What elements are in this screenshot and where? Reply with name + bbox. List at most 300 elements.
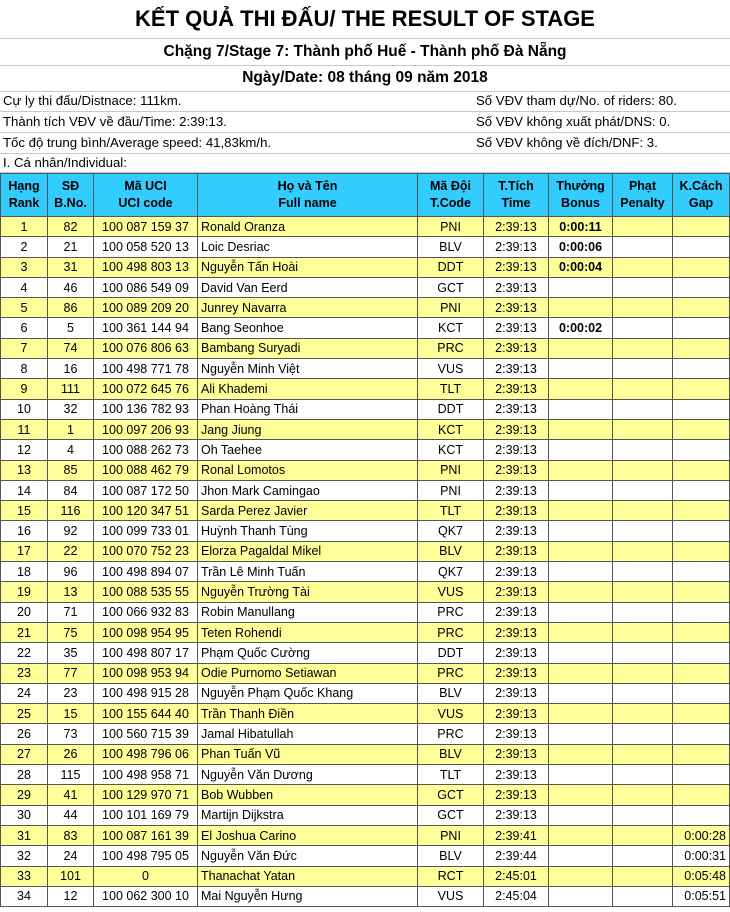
cell-rank: 5 (1, 298, 48, 318)
date-subtitle: Ngày/Date: 08 tháng 09 năm 2018 (0, 65, 730, 92)
cell-gap (673, 440, 730, 460)
cell-penalty (613, 643, 673, 663)
cell-uci-code: 100 498 796 06 (94, 744, 198, 764)
cell-bib: 77 (48, 663, 94, 683)
distance-info: Cự ly thi đấu/Distnace: 111km. (3, 93, 182, 108)
cell-gap (673, 805, 730, 825)
cell-gap (673, 704, 730, 724)
cell-team-code: BLV (418, 541, 484, 561)
cell-rank: 21 (1, 622, 48, 642)
table-row (1, 582, 730, 602)
cell-uci-code: 100 498 915 28 (94, 683, 198, 703)
cell-team-code: KCT (418, 419, 484, 439)
cell-penalty (613, 602, 673, 622)
cell-gap (673, 602, 730, 622)
cell-time: 2:39:13 (484, 724, 549, 744)
cell-gap (673, 582, 730, 602)
cell-team-code: VUS (418, 582, 484, 602)
cell-uci-code: 100 088 262 73 (94, 440, 198, 460)
cell-rank: 11 (1, 419, 48, 439)
cell-bonus: 0:00:04 (549, 257, 613, 277)
cell-full-name: Nguyễn Phạm Quốc Khang (198, 683, 418, 703)
cell-bib: 16 (48, 359, 94, 379)
cell-penalty (613, 217, 673, 237)
cell-full-name: Bambang Suryadi (198, 338, 418, 358)
cell-rank: 24 (1, 683, 48, 703)
cell-full-name: Phạm Quốc Cường (198, 643, 418, 663)
cell-penalty (613, 663, 673, 683)
cell-uci-code: 100 498 894 07 (94, 562, 198, 582)
cell-rank: 19 (1, 582, 48, 602)
cell-bib: 85 (48, 460, 94, 480)
table-row (1, 277, 730, 297)
cell-bib: 71 (48, 602, 94, 622)
cell-gap (673, 663, 730, 683)
cell-full-name: Trần Thanh Điền (198, 704, 418, 724)
cell-gap (673, 399, 730, 419)
header-rank: Hạng Rank (1, 174, 48, 217)
cell-rank: 32 (1, 846, 48, 866)
cell-team-code: KCT (418, 318, 484, 338)
cell-time: 2:39:13 (484, 501, 549, 521)
cell-full-name: Mai Nguyễn Hưng (198, 886, 418, 906)
cell-rank: 28 (1, 765, 48, 785)
cell-penalty (613, 846, 673, 866)
cell-rank: 34 (1, 886, 48, 906)
header-bib: SĐ B.No. (48, 174, 94, 217)
cell-team-code: VUS (418, 359, 484, 379)
cell-bib: 96 (48, 562, 94, 582)
table-row (1, 480, 730, 500)
cell-bonus (549, 277, 613, 297)
cell-full-name: Nguyễn Tấn Hoài (198, 257, 418, 277)
cell-time: 2:39:13 (484, 399, 549, 419)
cell-time: 2:39:13 (484, 765, 549, 785)
cell-time: 2:39:13 (484, 298, 549, 318)
cell-time: 2:39:13 (484, 602, 549, 622)
cell-full-name: Teten Rohendi (198, 622, 418, 642)
cell-bib: 1 (48, 419, 94, 439)
cell-bib: 82 (48, 217, 94, 237)
cell-gap (673, 521, 730, 541)
cell-gap (673, 318, 730, 338)
cell-gap: 0:05:48 (673, 866, 730, 886)
cell-bonus (549, 704, 613, 724)
cell-rank: 4 (1, 277, 48, 297)
cell-full-name: El Joshua Carino (198, 825, 418, 845)
cell-bib: 31 (48, 257, 94, 277)
stage-subtitle: Chặng 7/Stage 7: Thành phố Huế - Thành phố Đà Nẵng (0, 39, 730, 66)
cell-penalty (613, 277, 673, 297)
cell-uci-code: 100 498 803 13 (94, 257, 198, 277)
cell-rank: 30 (1, 805, 48, 825)
cell-penalty (613, 338, 673, 358)
cell-full-name: Huỳnh Thanh Tùng (198, 521, 418, 541)
cell-team-code: PRC (418, 724, 484, 744)
cell-full-name: Nguyễn Văn Đức (198, 846, 418, 866)
cell-bib: 116 (48, 501, 94, 521)
cell-gap (673, 744, 730, 764)
cell-uci-code: 100 087 172 50 (94, 480, 198, 500)
cell-uci-code: 100 062 300 10 (94, 886, 198, 906)
cell-bib: 92 (48, 521, 94, 541)
cell-team-code: GCT (418, 277, 484, 297)
cell-bonus (549, 298, 613, 318)
cell-rank: 3 (1, 257, 48, 277)
cell-gap (673, 379, 730, 399)
cell-time: 2:39:13 (484, 744, 549, 764)
cell-penalty (613, 419, 673, 439)
cell-penalty (613, 765, 673, 785)
cell-full-name: Thanachat Yatan (198, 866, 418, 886)
cell-bib: 111 (48, 379, 94, 399)
cell-time: 2:39:13 (484, 379, 549, 399)
cell-full-name: Bob Wubben (198, 785, 418, 805)
cell-team-code: TLT (418, 501, 484, 521)
cell-full-name: Nguyễn Trường Tài (198, 582, 418, 602)
table-row (1, 785, 730, 805)
cell-bib: 22 (48, 541, 94, 561)
cell-rank: 7 (1, 338, 48, 358)
cell-gap (673, 257, 730, 277)
table-row (1, 298, 730, 318)
cell-rank: 10 (1, 399, 48, 419)
cell-full-name: Nguyễn Minh Việt (198, 359, 418, 379)
header-time: T.Tích Time (484, 174, 549, 217)
cell-gap (673, 765, 730, 785)
cell-bonus (549, 460, 613, 480)
cell-penalty (613, 785, 673, 805)
cell-uci-code: 100 498 795 05 (94, 846, 198, 866)
cell-penalty (613, 886, 673, 906)
table-row (1, 501, 730, 521)
cell-bonus: 0:00:06 (549, 237, 613, 257)
cell-bonus (549, 480, 613, 500)
cell-full-name: Odie Purnomo Setiawan (198, 663, 418, 683)
cell-uci-code: 100 498 807 17 (94, 643, 198, 663)
cell-bonus (549, 562, 613, 582)
cell-team-code: TLT (418, 765, 484, 785)
cell-uci-code: 0 (94, 866, 198, 886)
cell-bonus (549, 825, 613, 845)
header-gap: K.Cách Gap (673, 174, 730, 217)
cell-rank: 16 (1, 521, 48, 541)
table-row (1, 622, 730, 642)
riders-info: Số VĐV tham dự/No. of riders: 80. (476, 93, 677, 108)
results-table (0, 173, 730, 907)
cell-penalty (613, 582, 673, 602)
cell-uci-code: 100 070 752 23 (94, 541, 198, 561)
cell-bonus (549, 541, 613, 561)
header-team-code: Mã Đội T.Code (418, 174, 484, 217)
cell-gap (673, 419, 730, 439)
cell-uci-code: 100 066 932 83 (94, 602, 198, 622)
table-row (1, 805, 730, 825)
cell-time: 2:39:13 (484, 217, 549, 237)
cell-time: 2:45:01 (484, 866, 549, 886)
table-row (1, 562, 730, 582)
cell-team-code: GCT (418, 785, 484, 805)
table-row (1, 886, 730, 906)
cell-penalty (613, 825, 673, 845)
cell-team-code: PNI (418, 480, 484, 500)
cell-bonus (549, 521, 613, 541)
cell-uci-code: 100 097 206 93 (94, 419, 198, 439)
cell-bib: 44 (48, 805, 94, 825)
cell-team-code: KCT (418, 440, 484, 460)
cell-full-name: Ali Khademi (198, 379, 418, 399)
table-row (1, 419, 730, 439)
cell-uci-code: 100 089 209 20 (94, 298, 198, 318)
cell-uci-code: 100 058 520 13 (94, 237, 198, 257)
table-row (1, 237, 730, 257)
table-row (1, 704, 730, 724)
cell-bonus (549, 440, 613, 460)
table-row (1, 338, 730, 358)
cell-time: 2:39:13 (484, 480, 549, 500)
cell-uci-code: 100 088 462 79 (94, 460, 198, 480)
section-label: I. Cá nhân/Individual: (3, 155, 127, 170)
cell-bib: 23 (48, 683, 94, 703)
cell-full-name: Sarda Perez Javier (198, 501, 418, 521)
table-row (1, 217, 730, 237)
cell-team-code: DDT (418, 399, 484, 419)
cell-time: 2:39:13 (484, 541, 549, 561)
cell-bonus (549, 643, 613, 663)
cell-gap: 0:00:31 (673, 846, 730, 866)
cell-uci-code: 100 088 535 55 (94, 582, 198, 602)
table-row (1, 602, 730, 622)
cell-rank: 33 (1, 866, 48, 886)
table-row (1, 825, 730, 845)
cell-bonus (549, 683, 613, 703)
cell-bib: 46 (48, 277, 94, 297)
cell-full-name: Loic Desriac (198, 237, 418, 257)
table-row (1, 744, 730, 764)
cell-time: 2:39:13 (484, 338, 549, 358)
cell-penalty (613, 704, 673, 724)
cell-full-name: Bang Seonhoe (198, 318, 418, 338)
cell-gap (673, 237, 730, 257)
cell-uci-code: 100 087 161 39 (94, 825, 198, 845)
cell-bonus: 0:00:11 (549, 217, 613, 237)
cell-penalty (613, 805, 673, 825)
cell-team-code: TLT (418, 379, 484, 399)
cell-bib: 84 (48, 480, 94, 500)
cell-time: 2:39:13 (484, 683, 549, 703)
cell-uci-code: 100 101 169 79 (94, 805, 198, 825)
cell-bonus (549, 805, 613, 825)
cell-penalty (613, 521, 673, 541)
cell-gap: 0:05:51 (673, 886, 730, 906)
cell-penalty (613, 237, 673, 257)
speed-info: Tốc độ trung bình/Average speed: 41,83km/h. (3, 135, 272, 150)
cell-time: 2:39:13 (484, 419, 549, 439)
cell-full-name: Elorza Pagaldal Mikel (198, 541, 418, 561)
cell-penalty (613, 744, 673, 764)
cell-penalty (613, 724, 673, 744)
cell-uci-code: 100 120 347 51 (94, 501, 198, 521)
cell-bib: 5 (48, 318, 94, 338)
cell-gap (673, 217, 730, 237)
cell-bonus (549, 379, 613, 399)
cell-gap (673, 501, 730, 521)
cell-rank: 2 (1, 237, 48, 257)
cell-bonus (549, 744, 613, 764)
table-row (1, 866, 730, 886)
page-title: KẾT QUẢ THI ĐẤU/ THE RESULT OF STAGE (0, 0, 730, 39)
cell-uci-code: 100 099 733 01 (94, 521, 198, 541)
cell-full-name: Junrey Navarra (198, 298, 418, 318)
cell-penalty (613, 379, 673, 399)
cell-uci-code: 100 129 970 71 (94, 785, 198, 805)
cell-rank: 22 (1, 643, 48, 663)
winner-time-info: Thành tích VĐV về đầu/Time: 2:39:13. (3, 114, 227, 129)
cell-uci-code: 100 072 645 76 (94, 379, 198, 399)
cell-bonus (549, 866, 613, 886)
cell-bib: 41 (48, 785, 94, 805)
cell-rank: 6 (1, 318, 48, 338)
cell-rank: 29 (1, 785, 48, 805)
table-row (1, 521, 730, 541)
cell-rank: 12 (1, 440, 48, 460)
cell-bonus (549, 886, 613, 906)
header-penalty: Phạt Penalty (613, 174, 673, 217)
header-full-name: Họ và Tên Full name (198, 174, 418, 217)
cell-rank: 25 (1, 704, 48, 724)
cell-time: 2:39:13 (484, 562, 549, 582)
cell-gap (673, 562, 730, 582)
cell-team-code: PRC (418, 622, 484, 642)
cell-gap: 0:00:28 (673, 825, 730, 845)
cell-team-code: PNI (418, 825, 484, 845)
cell-bib: 32 (48, 399, 94, 419)
table-row (1, 683, 730, 703)
cell-bib: 13 (48, 582, 94, 602)
cell-rank: 1 (1, 217, 48, 237)
cell-bonus (549, 582, 613, 602)
cell-time: 2:39:13 (484, 643, 549, 663)
cell-penalty (613, 541, 673, 561)
cell-bonus (549, 765, 613, 785)
cell-time: 2:39:13 (484, 582, 549, 602)
cell-penalty (613, 622, 673, 642)
results-body (1, 217, 730, 907)
cell-bib: 101 (48, 866, 94, 886)
cell-bonus (549, 663, 613, 683)
cell-bib: 35 (48, 643, 94, 663)
cell-penalty (613, 562, 673, 582)
cell-team-code: GCT (418, 805, 484, 825)
cell-uci-code: 100 086 549 09 (94, 277, 198, 297)
cell-team-code: DDT (418, 257, 484, 277)
cell-bib: 15 (48, 704, 94, 724)
header-bonus: Thưởng Bonus (549, 174, 613, 217)
table-row (1, 379, 730, 399)
cell-time: 2:39:13 (484, 622, 549, 642)
dnf-info: Số VĐV không về đích/DNF: 3. (476, 135, 658, 150)
cell-team-code: PRC (418, 338, 484, 358)
cell-rank: 31 (1, 825, 48, 845)
cell-gap (673, 480, 730, 500)
cell-full-name: Trần Lê Minh Tuấn (198, 562, 418, 582)
cell-rank: 20 (1, 602, 48, 622)
cell-team-code: QK7 (418, 562, 484, 582)
cell-rank: 23 (1, 663, 48, 683)
cell-bonus (549, 399, 613, 419)
cell-bib: 73 (48, 724, 94, 744)
cell-time: 2:39:13 (484, 521, 549, 541)
cell-bonus (549, 359, 613, 379)
cell-rank: 8 (1, 359, 48, 379)
cell-team-code: PRC (418, 602, 484, 622)
cell-time: 2:39:13 (484, 663, 549, 683)
cell-penalty (613, 399, 673, 419)
cell-bib: 115 (48, 765, 94, 785)
cell-gap (673, 298, 730, 318)
cell-full-name: Nguyễn Văn Dương (198, 765, 418, 785)
cell-penalty (613, 460, 673, 480)
table-row (1, 541, 730, 561)
cell-bonus (549, 419, 613, 439)
cell-gap (673, 785, 730, 805)
cell-rank: 13 (1, 460, 48, 480)
cell-penalty (613, 866, 673, 886)
cell-bonus (549, 622, 613, 642)
cell-rank: 14 (1, 480, 48, 500)
cell-team-code: VUS (418, 886, 484, 906)
table-row (1, 318, 730, 338)
cell-bib: 4 (48, 440, 94, 460)
cell-uci-code: 100 361 144 94 (94, 318, 198, 338)
cell-team-code: PRC (418, 663, 484, 683)
table-row (1, 399, 730, 419)
table-row (1, 765, 730, 785)
cell-uci-code: 100 498 771 78 (94, 359, 198, 379)
cell-full-name: Robin Manullang (198, 602, 418, 622)
cell-team-code: BLV (418, 846, 484, 866)
cell-time: 2:39:13 (484, 805, 549, 825)
cell-rank: 9 (1, 379, 48, 399)
cell-time: 2:39:13 (484, 237, 549, 257)
cell-bonus (549, 338, 613, 358)
cell-penalty (613, 298, 673, 318)
cell-penalty (613, 440, 673, 460)
cell-time: 2:39:13 (484, 257, 549, 277)
cell-bonus (549, 724, 613, 744)
cell-time: 2:39:13 (484, 277, 549, 297)
cell-uci-code: 100 076 806 63 (94, 338, 198, 358)
cell-time: 2:39:13 (484, 460, 549, 480)
cell-rank: 26 (1, 724, 48, 744)
cell-full-name: Ronal Lomotos (198, 460, 418, 480)
cell-gap (673, 359, 730, 379)
cell-time: 2:39:13 (484, 440, 549, 460)
cell-gap (673, 643, 730, 663)
cell-uci-code: 100 098 953 94 (94, 663, 198, 683)
cell-uci-code: 100 498 958 71 (94, 765, 198, 785)
cell-bonus (549, 602, 613, 622)
cell-penalty (613, 480, 673, 500)
cell-uci-code: 100 136 782 93 (94, 399, 198, 419)
cell-team-code: PNI (418, 298, 484, 318)
cell-penalty (613, 501, 673, 521)
cell-rank: 17 (1, 541, 48, 561)
table-row (1, 359, 730, 379)
cell-bonus: 0:00:02 (549, 318, 613, 338)
cell-rank: 27 (1, 744, 48, 764)
cell-team-code: BLV (418, 683, 484, 703)
